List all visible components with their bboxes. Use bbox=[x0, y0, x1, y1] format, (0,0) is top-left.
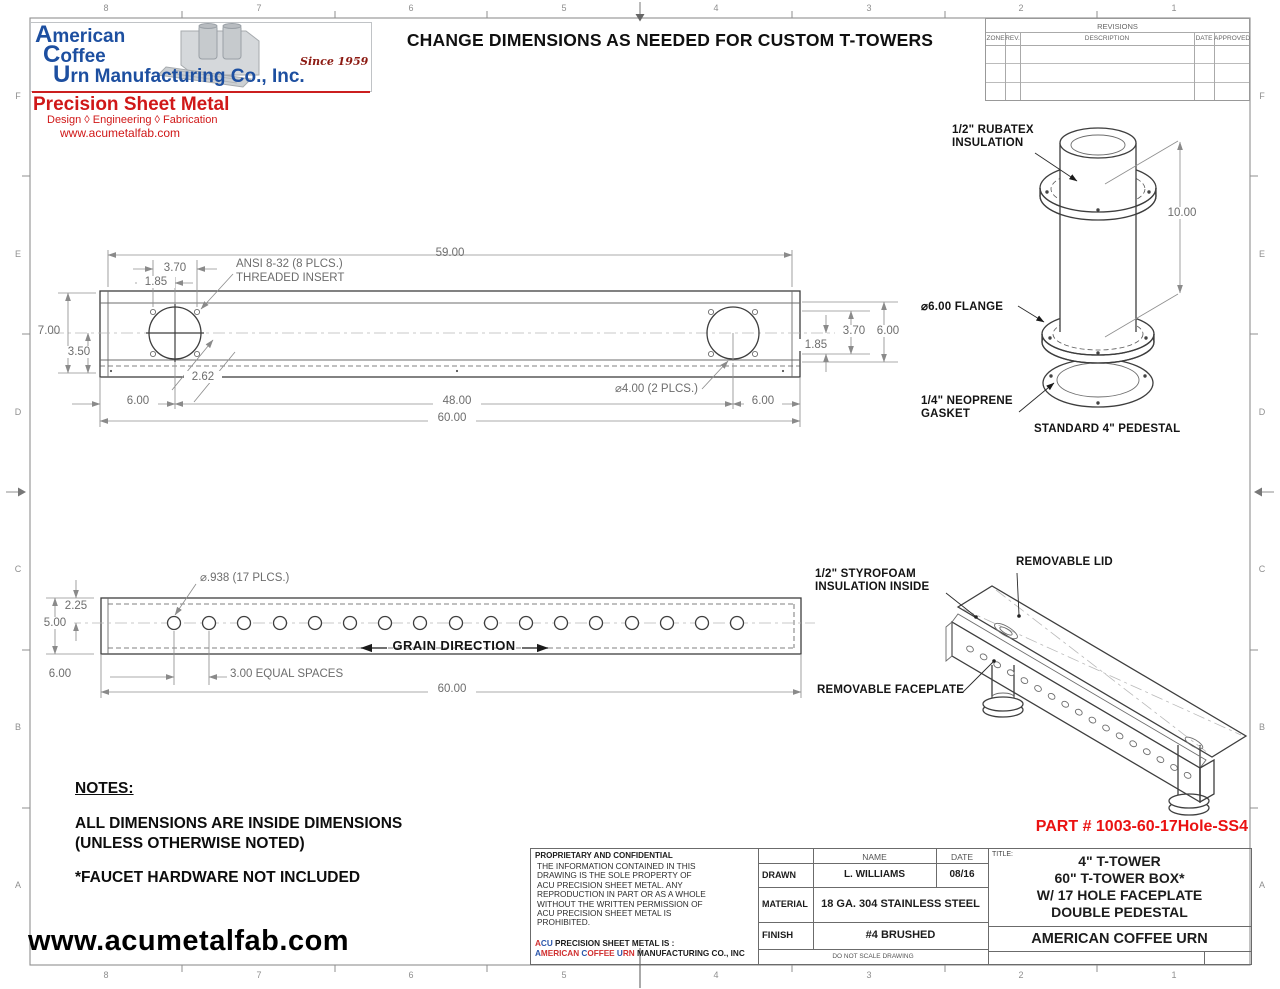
zone-label: 7 bbox=[256, 970, 262, 980]
finish-label: FINISH bbox=[762, 930, 794, 941]
callout-dia-4-00: ⌀4.00 (2 PLCS.) bbox=[615, 383, 698, 395]
logo-rest-3: rn Manufacturing Co., Inc. bbox=[70, 66, 305, 87]
finish-value: #4 BRUSHED bbox=[865, 929, 936, 941]
proprietary-line: REPRODUCTION IN PART OR AS A WHOLE bbox=[537, 889, 706, 900]
zone-label: 3 bbox=[866, 970, 872, 980]
zone-label: 4 bbox=[713, 970, 719, 980]
acu2-i1: A bbox=[535, 949, 541, 958]
dim-59-00: 59.00 bbox=[435, 247, 465, 259]
acu2-r3: RN bbox=[622, 949, 637, 958]
logo-rest-2: offee bbox=[60, 46, 106, 67]
acu2-rest: MANUFACTURING CO., INC bbox=[636, 949, 745, 958]
drawn-name: L. WILLIAMS bbox=[843, 868, 906, 880]
title-label: TITLE: bbox=[992, 851, 1014, 858]
label-removable-faceplate: REMOVABLE FACEPLATE bbox=[817, 684, 965, 696]
proprietary-line: ACU PRECISION SHEET METAL IS bbox=[537, 908, 672, 918]
dim-6-00-right: 6.00 bbox=[869, 325, 907, 337]
revisions-table bbox=[985, 18, 1250, 101]
material-label: MATERIAL bbox=[762, 899, 808, 909]
zone-label: E bbox=[14, 249, 21, 259]
zone-label: D bbox=[1258, 407, 1266, 417]
logo-since: Since 1959 bbox=[300, 55, 369, 68]
zone-label: 8 bbox=[103, 3, 109, 13]
zone-label: F bbox=[15, 91, 21, 101]
logo-website: www.acumetalfab.com bbox=[60, 126, 181, 140]
left-center-mark-icon bbox=[18, 488, 26, 497]
footer-website: www.acumetalfab.com bbox=[28, 925, 350, 957]
label-grain-direction: GRAIN DIRECTION bbox=[392, 638, 516, 653]
dim-1-85-left: 1.85 bbox=[137, 276, 175, 288]
logo-tagline: Precision Sheet Metal bbox=[33, 94, 230, 115]
proprietary-line: PROHIBITED. bbox=[537, 917, 591, 928]
title-block bbox=[530, 848, 1252, 965]
zone-label: 5 bbox=[561, 3, 567, 13]
dim-1-85-right: 1.85 bbox=[797, 339, 835, 351]
title-line: 60" T-TOWER BOX* bbox=[1054, 870, 1185, 886]
caption-standard-pedestal: STANDARD 4" PEDESTAL bbox=[1034, 423, 1181, 435]
revisions-col-zone: ZONE bbox=[986, 35, 1005, 42]
zone-label: B bbox=[1258, 722, 1265, 732]
proprietary-heading: PROPRIETARY AND CONFIDENTIAL bbox=[535, 851, 673, 860]
zone-label: 8 bbox=[103, 970, 109, 980]
zone-label: C bbox=[14, 564, 22, 574]
callout-ansi-insert-line2: THREADED INSERT bbox=[236, 272, 345, 284]
column-date: DATE bbox=[950, 851, 974, 862]
revisions-col-description: DESCRIPTION bbox=[1084, 35, 1130, 42]
part-number: PART # 1003-60-17Hole-SS4 bbox=[1035, 818, 1248, 835]
revisions-col-approved: APPROVED bbox=[1214, 35, 1251, 42]
zone-label: F bbox=[1259, 91, 1265, 101]
zone-label: 4 bbox=[713, 3, 719, 13]
zone-label: 5 bbox=[561, 970, 567, 980]
proprietary-line: WITHOUT THE WRITTEN PERMISSION OF bbox=[537, 898, 703, 909]
logo-line-3 bbox=[53, 61, 305, 89]
dim-3-70-left: 3.70 bbox=[156, 262, 194, 274]
label-neoprene-line2: GASKET bbox=[921, 408, 971, 420]
acu2-r2: OFFEE bbox=[587, 949, 617, 958]
dim-10-00: 10.00 bbox=[1158, 207, 1206, 219]
dim-3-50: 3.50 bbox=[60, 346, 98, 358]
zone-label: D bbox=[14, 407, 22, 417]
dim-6-00-faceplate: 6.00 bbox=[48, 668, 72, 680]
dim-48-00: 48.00 bbox=[433, 395, 481, 407]
acu2-r1: MERICAN bbox=[540, 949, 582, 958]
label-rubatex-line1: 1/2" RUBATEX bbox=[952, 124, 1034, 136]
proprietary-line: THE INFORMATION CONTAINED IN THIS bbox=[537, 861, 696, 871]
notes-line-3: *FAUCET HARDWARE NOT INCLUDED bbox=[75, 869, 361, 886]
notes-line-1: ALL DIMENSIONS ARE INSIDE DIMENSIONS bbox=[75, 815, 403, 832]
zone-label: 1 bbox=[1171, 3, 1177, 13]
label-styrofoam-line2: INSULATION INSIDE bbox=[815, 581, 930, 593]
do-not-scale-note: DO NOT SCALE DRAWING bbox=[832, 953, 914, 960]
zone-label: 1 bbox=[1171, 970, 1177, 980]
drawn-label: DRAWN bbox=[762, 870, 796, 880]
logo-initial-c: C bbox=[43, 41, 61, 68]
title-line: 4" T-TOWER bbox=[1078, 853, 1161, 869]
company-logo bbox=[30, 22, 372, 92]
zone-label: 6 bbox=[408, 970, 414, 980]
column-name: NAME bbox=[862, 851, 887, 862]
dim-6-00-bottom-right: 6.00 bbox=[744, 395, 782, 407]
revisions-title: REVISIONS bbox=[1097, 22, 1138, 31]
title-line: DOUBLE PEDESTAL bbox=[1051, 904, 1188, 920]
dim-3-70-right: 3.70 bbox=[835, 325, 873, 337]
dim-6-00-bottom-left: 6.00 bbox=[118, 395, 158, 407]
material-value: 18 GA. 304 STAINLESS STEEL bbox=[821, 898, 980, 910]
callout-dia-938: ⌀.938 (17 PLCS.) bbox=[200, 572, 290, 584]
zone-label: 7 bbox=[256, 3, 262, 13]
revisions-col-date: DATE bbox=[1195, 35, 1213, 42]
company-name: AMERICAN COFFEE URN bbox=[1031, 931, 1208, 947]
callout-ansi-insert-line1: ANSI 8-32 (8 PLCS.) bbox=[236, 258, 343, 270]
zone-label: B bbox=[14, 722, 21, 732]
label-neoprene-line1: 1/4" NEOPRENE bbox=[921, 395, 1013, 407]
dim-7-00: 7.00 bbox=[37, 325, 61, 337]
dim-3-00-equal-spaces: 3.00 EQUAL SPACES bbox=[230, 668, 344, 680]
zone-label: E bbox=[1258, 249, 1265, 259]
label-removable-lid: REMOVABLE LID bbox=[1016, 556, 1113, 568]
label-6-00-flange: ⌀6.00 FLANGE bbox=[921, 301, 1004, 313]
zone-label: 2 bbox=[1018, 970, 1024, 980]
right-center-mark-icon bbox=[1254, 488, 1262, 497]
logo-initial-a: A bbox=[35, 21, 53, 48]
acu-initial: A bbox=[535, 939, 541, 948]
logo-divider bbox=[32, 91, 370, 93]
acu-identity-line1 bbox=[535, 939, 674, 948]
dim-2-25: 2.25 bbox=[64, 600, 88, 612]
dim-60-00: 60.00 bbox=[428, 412, 476, 424]
logo-rest-1: merican bbox=[52, 26, 126, 47]
logo-initial-u: U bbox=[53, 61, 71, 88]
acu-initials: CU bbox=[540, 939, 553, 948]
change-note: CHANGE DIMENSIONS AS NEEDED FOR CUSTOM T-TOWERS bbox=[406, 30, 934, 50]
acu2-i2: C bbox=[581, 949, 588, 958]
label-rubatex-line2: INSULATION bbox=[952, 137, 1024, 149]
acu-identity-line2 bbox=[535, 949, 745, 958]
zone-label: 6 bbox=[408, 3, 414, 13]
acu-rest: PRECISION SHEET METAL IS : bbox=[552, 939, 675, 948]
drawn-date: 08/16 bbox=[949, 868, 975, 880]
acu2-i3: U bbox=[616, 949, 623, 958]
zone-label: 3 bbox=[866, 3, 872, 13]
dim-5-00: 5.00 bbox=[36, 617, 74, 629]
title-line: W/ 17 HOLE FACEPLATE bbox=[1036, 887, 1203, 903]
revisions-col-rev: REV. bbox=[1005, 35, 1020, 42]
dim-60-00-faceplate: 60.00 bbox=[428, 683, 476, 695]
zone-label: A bbox=[1258, 880, 1265, 890]
label-styrofoam-line1: 1/2" STYROFOAM bbox=[815, 568, 916, 580]
notes-heading: NOTES: bbox=[75, 780, 134, 797]
zone-label: 2 bbox=[1018, 3, 1024, 13]
proprietary-line: ACU PRECISION SHEET METAL. ANY bbox=[537, 879, 683, 890]
zone-label: A bbox=[14, 880, 21, 890]
dim-2-62: 2.62 bbox=[184, 371, 222, 383]
zone-label: C bbox=[1258, 564, 1266, 574]
proprietary-line: DRAWING IS THE SOLE PROPERTY OF bbox=[537, 870, 692, 881]
notes-line-2: (UNLESS OTHERWISE NOTED) bbox=[75, 835, 305, 852]
logo-services: Design ◊ Engineering ◊ Fabrication bbox=[47, 114, 218, 126]
